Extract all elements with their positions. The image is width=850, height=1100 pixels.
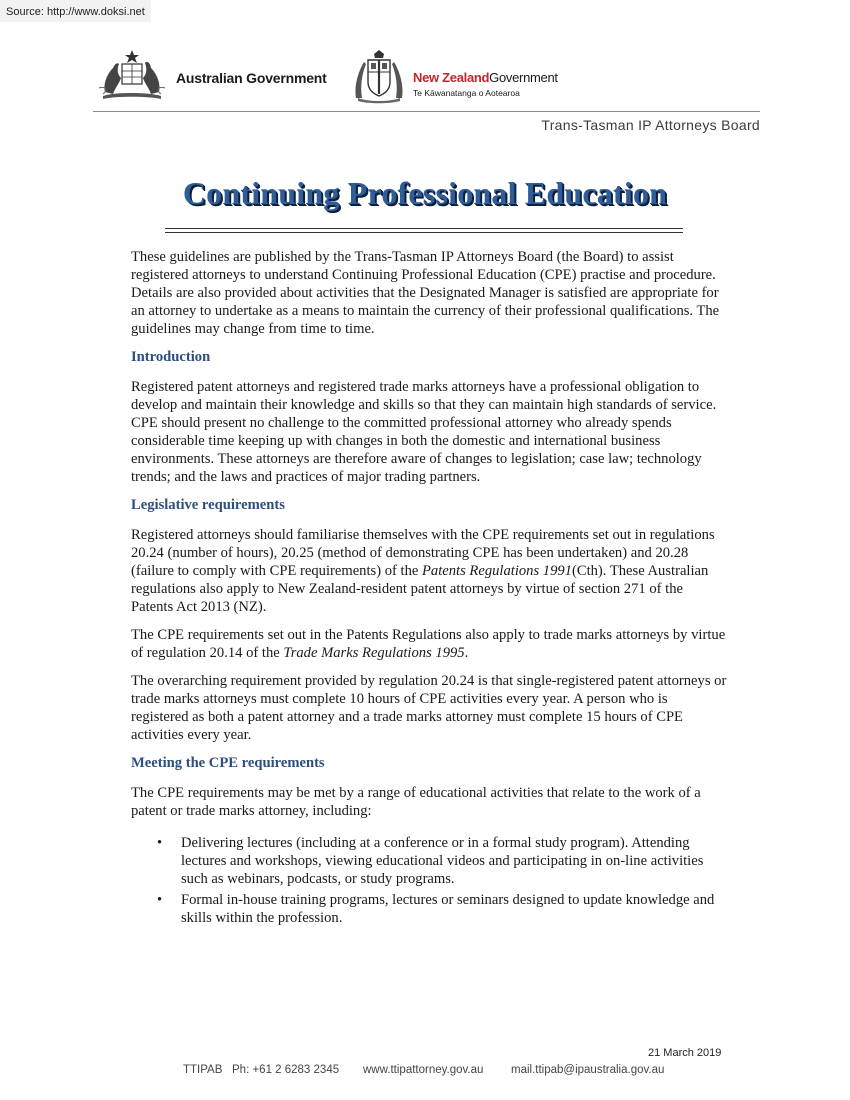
footer-website[interactable]: www.ttipattorney.gov.au [363,1064,484,1076]
document-title: Continuing Professional Education [182,175,668,211]
nz-government-rest: Government [489,70,558,85]
title-underline [165,228,683,233]
intro-paragraph: These guidelines are published by the Trans-Tasman IP Attorneys Board (the Board) to assist registered attorneys to understand Continuing Professional Education (CPE) practise and procedure. Details are also provided about activities that the Designated Manager is satisfied are appropriate for an attorney to undertake as a means to maintain the currency of their professional qualifications. The guidelines may change from time to time. [131,249,720,337]
government-logos [95,48,775,104]
legislative-paragraph-2 [131,626,727,662]
bullet-icon: • [157,892,163,908]
footer-email[interactable]: mail.ttipab@ipaustralia.gov.au [511,1064,665,1076]
australian-coat-of-arms-icon [95,48,169,102]
list-item-text: Delivering lectures (including at a conference or in a formal study program). Attending lectures and workshops, viewing educational videos and participating in on-line activities such as webinars, podcasts, or study programs. [181,835,704,887]
legislative-paragraph-3: The overarching requirement provided by regulation 20.24 is that single-registered patent attorneys or trade marks attorneys must complete 10 hours of CPE activities every year. A person who is registered as both a patent attorney and a trade marks attorney must complete 15 hours of CPE activities every year. [131,673,727,743]
document-date: 21 March 2019 [648,1047,722,1059]
list-item [157,891,727,927]
document-body [131,248,727,930]
patents-regulations-title: Patents Regulations 1991 [422,563,572,579]
list-item-text: Formal in-house training programs, lectures or seminars designed to update knowledge and skills within the profession. [181,892,715,926]
trade-marks-regulations-title: Trade Marks Regulations 1995 [283,645,465,661]
footer-org: TTIPAB [183,1064,223,1076]
board-name: Trans-Tasman IP Attorneys Board [541,117,760,133]
nz-government-subtitle: Te Kāwanatanga o Aotearoa [413,88,520,98]
cpe-activities-list [131,834,727,927]
source-label: Source: http://www.doksi.net [0,0,151,22]
nz-government-bold: New Zealand [413,70,490,85]
legislative-p2-text-a: The CPE requirements set out in the Patents Regulations also apply to trade marks attorneys by virtue of regulation 20.14 of the [131,627,726,661]
legislative-p1-text-b: (Cth). These Australian regulations also apply to New Zealand-resident patent attorneys by virtue of section 271 of the Patents Act 2013 (NZ). [131,563,709,615]
new-zealand-government-name [413,70,558,85]
section-heading-meeting: Meeting the CPE requirements [131,755,325,771]
introduction-paragraph: Registered patent attorneys and registered trade marks attorneys have a professional obligation to develop and maintain their knowledge and skills so that they can maintain high standards of service. CPE should present no challenge to the committed professional attorney who already spends considerable time keeping up with changes in both the domestic and international business environments. These attorneys are therefore aware of changes to legislation; case law; technology trends; and the laws and practices of major trading partners. [131,379,717,485]
meeting-paragraph: The CPE requirements may be met by a range of educational activities that relate to the work of a patent or trade marks attorney, including: [131,785,701,819]
bullet-icon: • [157,835,163,851]
header-divider [93,111,760,112]
footer-phone: Ph: +61 2 6283 2345 [232,1064,340,1076]
australian-government-name: Australian Government [176,70,327,86]
new-zealand-coat-of-arms-icon [350,48,408,104]
list-item [157,834,727,888]
legislative-p2-text-b: . [464,645,469,661]
section-heading-introduction: Introduction [131,349,211,365]
section-heading-legislative: Legislative requirements [131,497,285,513]
legislative-paragraph-1 [131,526,727,616]
legislative-p1-text-a: Registered attorneys should familiarise themselves with the CPE requirements set out in regulations 20.24 (number of hours), 20.25 (method of demonstrating CPE has been undertaken) and 20.28 (failure to comply with CPE requirements) of the [131,527,715,579]
